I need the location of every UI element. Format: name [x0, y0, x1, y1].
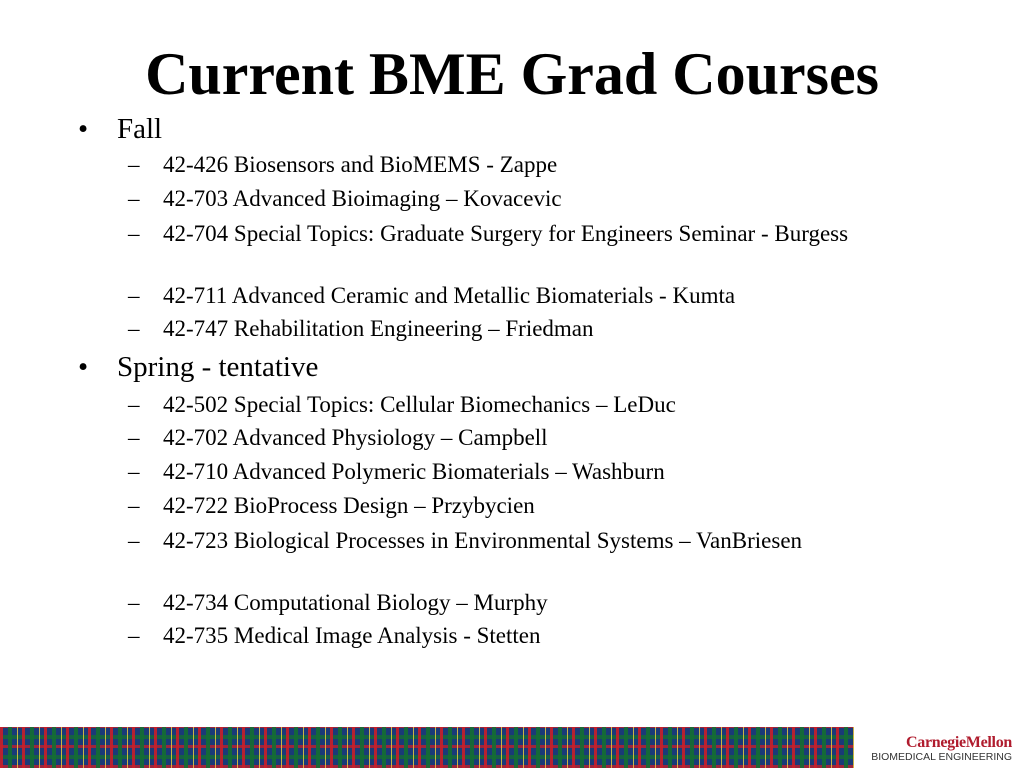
- sub-bullet-dash: –: [128, 221, 140, 246]
- course-text: 42-703 Advanced Bioimaging – Kovacevic: [163, 186, 562, 211]
- section-label-fall: Fall: [117, 113, 163, 145]
- course-item: [128, 392, 918, 418]
- sub-bullet-dash: –: [128, 316, 140, 341]
- course-text: 42-426 Biosensors and BioMEMS - Zappe: [163, 152, 558, 177]
- course-item: [128, 186, 918, 212]
- course-text: 42-722 BioProcess Design – Przybycien: [163, 493, 535, 518]
- sub-bullet-dash: –: [128, 493, 140, 518]
- bullet-dot: •: [78, 113, 89, 145]
- logo-subtitle: BIOMEDICAL ENGINEERING: [871, 751, 1012, 763]
- course-item: [128, 623, 918, 649]
- sub-bullet-dash: –: [128, 283, 140, 308]
- logo-name: CarnegieMellon: [906, 734, 1012, 751]
- sub-bullet-dash: –: [128, 590, 140, 615]
- course-text: 42-702 Advanced Physiology – Campbell: [163, 425, 548, 450]
- course-item: [128, 425, 918, 451]
- course-text: 42-710 Advanced Polymeric Biomaterials – Washburn: [163, 459, 665, 484]
- course-item: [128, 528, 918, 554]
- course-text: 42-735 Medical Image Analysis - Stetten: [163, 623, 541, 648]
- course-item: [128, 152, 918, 178]
- course-text: 42-747 Rehabilitation Engineering – Friedman: [163, 316, 594, 341]
- course-text: 42-502 Special Topics: Cellular Biomechanics – LeDuc: [163, 392, 676, 417]
- course-text: 42-734 Computational Biology – Murphy: [163, 590, 548, 615]
- course-text: 42-711 Advanced Ceramic and Metallic Biomaterials - Kumta: [163, 283, 736, 308]
- course-item: [128, 283, 918, 309]
- course-item: [128, 221, 918, 247]
- course-text: 42-704 Special Topics: Graduate Surgery for Engineers Seminar - Burgess: [163, 221, 849, 246]
- sub-bullet-dash: –: [128, 392, 140, 417]
- course-item: [128, 493, 918, 519]
- course-item: [128, 316, 918, 342]
- course-item: [128, 459, 918, 485]
- sub-bullet-dash: –: [128, 186, 140, 211]
- sub-bullet-dash: –: [128, 459, 140, 484]
- cmu-logo: [856, 727, 1024, 768]
- sub-bullet-dash: –: [128, 528, 140, 553]
- sub-bullet-dash: –: [128, 425, 140, 450]
- section-label-spring: Spring - tentative: [117, 351, 319, 383]
- sub-bullet-dash: –: [128, 152, 140, 177]
- course-item: [128, 590, 918, 616]
- slide-title: Current BME Grad Courses: [145, 41, 879, 107]
- slide-footer: [0, 727, 1024, 768]
- sub-bullet-dash: –: [128, 623, 140, 648]
- tartan-banner: [0, 727, 854, 768]
- course-text: 42-723 Biological Processes in Environmental Systems – VanBriesen: [163, 528, 803, 553]
- bullet-dot: •: [78, 351, 89, 383]
